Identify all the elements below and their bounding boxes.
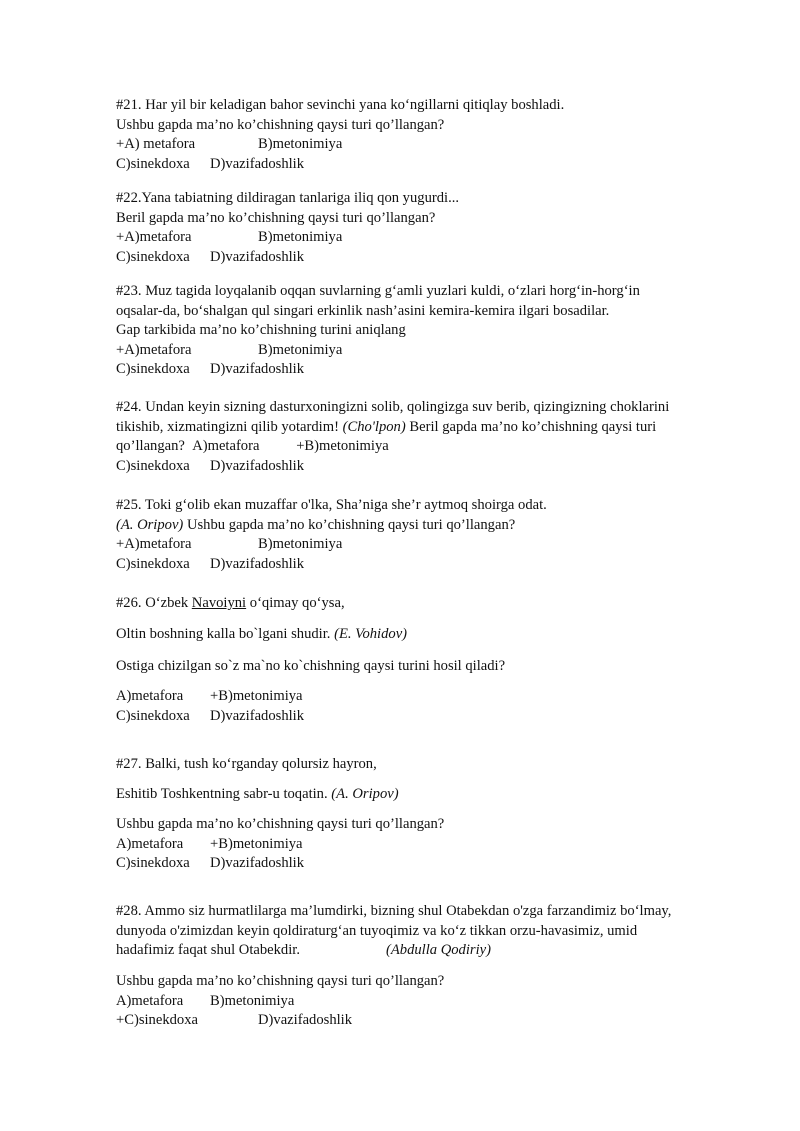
question-26-line-2 bbox=[116, 625, 756, 645]
question-22-options-cd bbox=[116, 248, 756, 268]
option-c: C)sinekdoxa bbox=[116, 155, 190, 172]
option-b: B)metonimiya bbox=[258, 341, 343, 358]
question-27-prompt: Ushbu gapda ma’no ko’chishning qaysi turi qo’llangan? bbox=[116, 816, 445, 832]
question-21-options-cd bbox=[116, 155, 756, 175]
question-27-options-ab bbox=[116, 835, 756, 855]
option-b: B)metonimiya bbox=[258, 136, 343, 153]
question-28-prompt-block bbox=[116, 972, 756, 1031]
question-27-line-2 bbox=[116, 785, 756, 805]
option-a: A)metafora bbox=[116, 688, 184, 704]
option-c: C)sinekdoxa bbox=[116, 457, 190, 474]
question-28-options-ab bbox=[116, 992, 756, 1012]
option-b: +B)metonimiya bbox=[296, 438, 389, 455]
question-24-prompt-end: qo’llangan? bbox=[116, 438, 185, 455]
question-25-options-ab bbox=[116, 535, 756, 555]
question-23-options-ab bbox=[116, 341, 756, 361]
question-24-line-2 bbox=[116, 418, 756, 438]
question-23-line-1: #23. Muz tagida loyqalanib oqqan suvlarning g‘amli yuzlari kuldi, o‘zlari horg‘in-horg‘in bbox=[116, 283, 640, 299]
option-a: +A)metafora bbox=[116, 341, 192, 358]
option-d: D)vazifadoshlik bbox=[210, 361, 305, 378]
option-a: A)metafora bbox=[116, 992, 184, 1009]
question-24-options-cd bbox=[116, 457, 756, 477]
question-25-options-cd bbox=[116, 555, 756, 575]
question-27-verse bbox=[116, 785, 756, 805]
question-26-options-ab bbox=[116, 687, 756, 707]
option-d: D)vazifadoshlik bbox=[210, 457, 305, 474]
question-24-line-2-rest: Beril gapda ma’no ko’chishning qaysi turi bbox=[409, 418, 657, 435]
question-24-line-2-text: tikishib, xizmatingizni qilib yotardim! bbox=[116, 418, 339, 435]
question-22 bbox=[116, 189, 756, 267]
question-21 bbox=[116, 96, 756, 174]
question-26 bbox=[116, 594, 756, 614]
option-a: A)metafora bbox=[192, 438, 260, 455]
question-24-source: (Cho'lpon) bbox=[342, 418, 406, 435]
option-b: +B)metonimiya bbox=[210, 688, 303, 704]
question-26-line-1-pre: #26. O‘zbek bbox=[116, 595, 192, 611]
question-26-line-2-text: Oltin boshning kalla bo`lgani shudir. bbox=[116, 626, 331, 642]
question-28-line-1: #28. Ammo siz hurmatlilarga ma’lumdirki, bizning shul Otabekdan o'zga farzandimiz bo‘lmay, bbox=[116, 903, 672, 919]
option-c: +C)sinekdoxa bbox=[116, 1012, 198, 1029]
option-d: D)vazifadoshlik bbox=[210, 155, 305, 172]
option-b: B)metonimiya bbox=[210, 992, 295, 1009]
question-25 bbox=[116, 496, 756, 574]
question-26-options-cd bbox=[116, 707, 756, 727]
option-c: C)sinekdoxa bbox=[116, 361, 190, 378]
question-27-line-2-text: Eshitib Toshkentning sabr-u toqatin. bbox=[116, 786, 328, 802]
question-27 bbox=[116, 755, 756, 775]
question-21-text: #21. Har yil bir keladigan bahor sevinchi yana ko‘ngillarni qitiqlay boshladi. bbox=[116, 97, 565, 113]
option-a: +A)metafora bbox=[116, 536, 192, 553]
question-28-line-2: dunyoda o'zimizdan keyin qoldiraturg‘an tuyoqimiz va ko‘z tikkan orzu-havasimiz, umid bbox=[116, 922, 638, 939]
question-25-line-2 bbox=[116, 516, 756, 536]
question-28-options-cd bbox=[116, 1011, 756, 1031]
question-23-prompt: Gap tarkibida ma’no ko’chishning turini aniqlang bbox=[116, 322, 406, 339]
question-27-line-1: #27. Balki, tush ko‘rganday qolursiz hayron, bbox=[116, 756, 377, 772]
question-25-prompt: Ushbu gapda ma’no ko’chishning qaysi turi qo’llangan? bbox=[186, 516, 516, 533]
question-28 bbox=[116, 902, 756, 961]
option-d: D)vazifadoshlik bbox=[258, 1012, 353, 1029]
question-27-source: (A. Oripov) bbox=[331, 786, 399, 802]
question-26-prompt: Ostiga chizilgan so`z ma`no ko`chishning qaysi turini hosil qiladi? bbox=[116, 658, 506, 674]
question-24 bbox=[116, 398, 756, 476]
question-26-source: (E. Vohidov) bbox=[334, 626, 408, 642]
question-28-prompt: Ushbu gapda ma’no ko’chishning qaysi turi qo’llangan? bbox=[116, 973, 445, 989]
question-24-line-3 bbox=[116, 437, 756, 457]
option-b: B)metonimiya bbox=[258, 536, 343, 553]
option-c: C)sinekdoxa bbox=[116, 248, 190, 265]
question-23-options-cd bbox=[116, 360, 756, 380]
question-24-line-1: #24. Undan keyin sizning dasturxoningizni solib, qolingizga suv berib, qizingizning choklarini bbox=[116, 399, 670, 415]
option-c: C)sinekdoxa bbox=[116, 855, 190, 872]
question-27-prompt-block bbox=[116, 815, 756, 874]
question-21-options-ab bbox=[116, 135, 756, 155]
option-d: D)vazifadoshlik bbox=[210, 248, 305, 265]
question-26-verse bbox=[116, 625, 756, 645]
question-25-source: (A. Oripov) bbox=[116, 516, 184, 533]
question-22-text: #22.Yana tabiatning dildiragan tanlariga iliq qon yugurdi... bbox=[116, 190, 460, 206]
question-22-prompt: Beril gapda ma’no ko’chishning qaysi turi qo’llangan? bbox=[116, 209, 436, 226]
option-a: A)metafora bbox=[116, 835, 184, 852]
question-28-source: (Abdulla Qodiriy) bbox=[386, 942, 491, 959]
underlined-word: Navoiyni bbox=[191, 595, 247, 611]
question-28-line-3-text: hadafimiz faqat shul Otabekdir. bbox=[116, 942, 300, 959]
option-d: D)vazifadoshlik bbox=[210, 707, 305, 724]
option-d: D)vazifadoshlik bbox=[210, 555, 305, 572]
question-21-prompt: Ushbu gapda ma’no ko’chishning qaysi turi qo’llangan? bbox=[116, 116, 445, 133]
option-d: D)vazifadoshlik bbox=[210, 855, 305, 872]
question-23-line-2: oqsalar-da, bo‘shalgan qul singari erkinlik nash’asini kemira-kemira ilgari bosadilar. bbox=[116, 302, 610, 319]
question-28-line-3 bbox=[116, 941, 756, 961]
question-26-options bbox=[116, 687, 756, 726]
option-c: C)sinekdoxa bbox=[116, 555, 190, 572]
question-26-prompt-block bbox=[116, 657, 756, 677]
question-26-line-1 bbox=[116, 594, 756, 614]
option-c: C)sinekdoxa bbox=[116, 707, 190, 724]
option-b: +B)metonimiya bbox=[210, 835, 303, 852]
question-26-line-1-post: o‘qimay qo‘ysa, bbox=[246, 595, 345, 611]
question-25-line-1: #25. Toki g‘olib ekan muzaffar o'lka, Sha’niga she’r aytmoq shoirga odat. bbox=[116, 497, 547, 513]
option-a: +A) metafora bbox=[116, 136, 196, 153]
question-22-options-ab bbox=[116, 228, 756, 248]
option-b: B)metonimiya bbox=[258, 229, 343, 246]
question-27-options-cd bbox=[116, 854, 756, 874]
option-a: +A)metafora bbox=[116, 229, 192, 246]
question-23 bbox=[116, 282, 756, 380]
